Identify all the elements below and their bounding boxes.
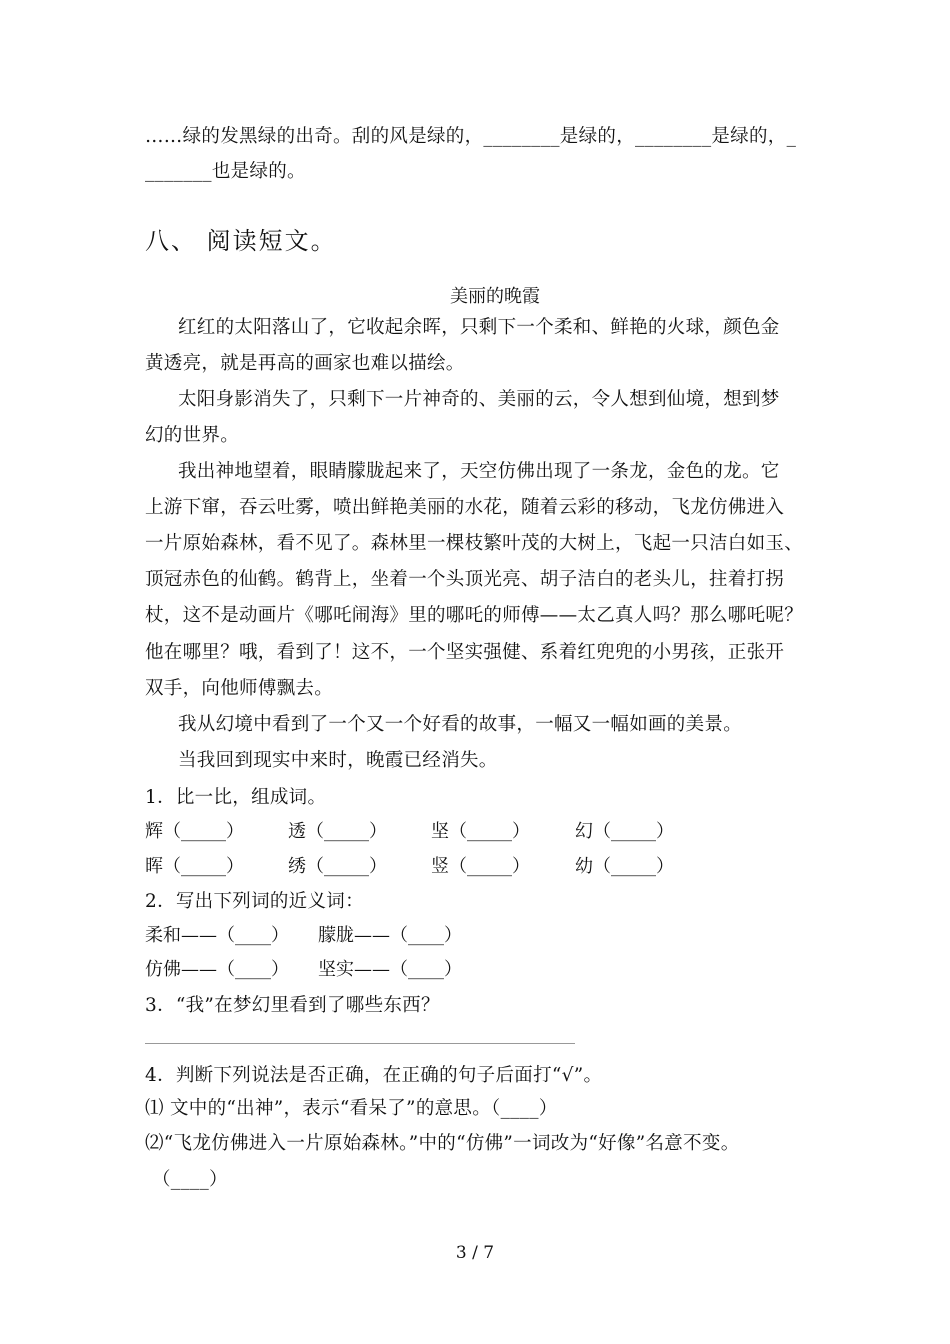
compare-word-blank[interactable]: 晖（_____） — [145, 856, 244, 877]
judge-item-2: ⑵“飞龙仿佛进入一片原始森林。”中的“仿佛”一词改为“好像”名意不变。 — [145, 1133, 740, 1154]
paragraph-line: 我出神地望着，眼睛朦胧起来了，天空仿佛出现了一条龙，金色的龙。它 — [178, 461, 780, 482]
paragraph-line: 当我回到现实中来时，晚霞已经消失。 — [178, 750, 498, 771]
compare-word-blank[interactable]: 坚（_____） — [431, 821, 530, 842]
synonym-blank[interactable]: 朦胧——（____） — [318, 925, 462, 946]
paragraph-line: 杖，这不是动画片《哪吒闹海》里的哪吒的师傅——太乙真人吗？那么哪吒呢？ — [145, 605, 804, 626]
paragraph-line: 上游下窜，吞云吐雾，喷出鲜艳美丽的水花，随着云彩的移动，飞龙仿佛进入 — [145, 497, 785, 518]
paragraph-line: 双手，向他师傅飘去。 — [145, 678, 334, 699]
judge-item-2-blank[interactable]: （____） — [152, 1169, 228, 1190]
compare-word-blank[interactable]: 竖（_____） — [431, 856, 530, 877]
paragraph-line: 太阳身影消失了，只剩下一片神奇的、美丽的云，令人想到仙境，想到梦 — [178, 389, 780, 410]
judge-item-1[interactable]: ⑴ 文中的“出神”，表示“看呆了”的意思。（____） — [145, 1098, 558, 1119]
synonym-blank[interactable]: 坚实——（____） — [318, 959, 462, 980]
passage-title: 美丽的晚霞 — [450, 286, 540, 307]
answer-line[interactable] — [145, 1043, 575, 1044]
paragraph-line: 我从幻境中看到了一个又一个好看的故事，一幅又一幅如画的美景。 — [178, 714, 743, 735]
paragraph-line: 红红的太阳落山了，它收起余晖，只剩下一个柔和、鲜艳的火球，颜色金 — [178, 317, 780, 338]
compare-word-blank[interactable]: 绣（_____） — [288, 856, 387, 877]
synonym-blank[interactable]: 仿佛——（____） — [145, 959, 289, 980]
question-1-prompt: 1．比一比，组成词。 — [145, 787, 327, 808]
paragraph-line: 黄透亮，就是再高的画家也难以描绘。 — [145, 353, 465, 374]
intro-line-1: ……绿的发黑绿的出奇。刮的风是绿的，________是绿的，________是绿的，_ — [145, 126, 797, 147]
page-number: 3 / 7 — [455, 1243, 495, 1263]
compare-word-blank[interactable]: 幼（_____） — [575, 856, 674, 877]
intro-line-2: _______也是绿的。 — [145, 161, 306, 182]
compare-word-blank[interactable]: 幻（_____） — [575, 821, 674, 842]
compare-word-blank[interactable]: 辉（_____） — [145, 821, 244, 842]
compare-word-blank[interactable]: 透（_____） — [288, 821, 387, 842]
question-3-prompt: 3．“我”在梦幻里看到了哪些东西？ — [145, 995, 440, 1016]
paragraph-line: 一片原始森林，看不见了。森林里一棵枝繁叶茂的大树上，飞起一只洁白如玉、 — [145, 533, 804, 554]
synonym-blank[interactable]: 柔和——（____） — [145, 925, 289, 946]
paragraph-line: 顶冠赤色的仙鹤。鹤背上，坐着一个头顶光亮、胡子洁白的老头儿，拄着打拐 — [145, 569, 785, 590]
section-heading: 八、 阅读短文。 — [145, 227, 337, 255]
question-4-prompt: 4．判断下列说法是否正确，在正确的句子后面打“√”。 — [145, 1065, 603, 1086]
question-2-prompt: 2．写出下列词的近义词： — [145, 891, 364, 912]
paragraph-line: 幻的世界。 — [145, 425, 240, 446]
paragraph-line: 他在哪里？哦，看到了！这不，一个坚实强健、系着红兜兜的小男孩，正张开 — [145, 642, 785, 663]
